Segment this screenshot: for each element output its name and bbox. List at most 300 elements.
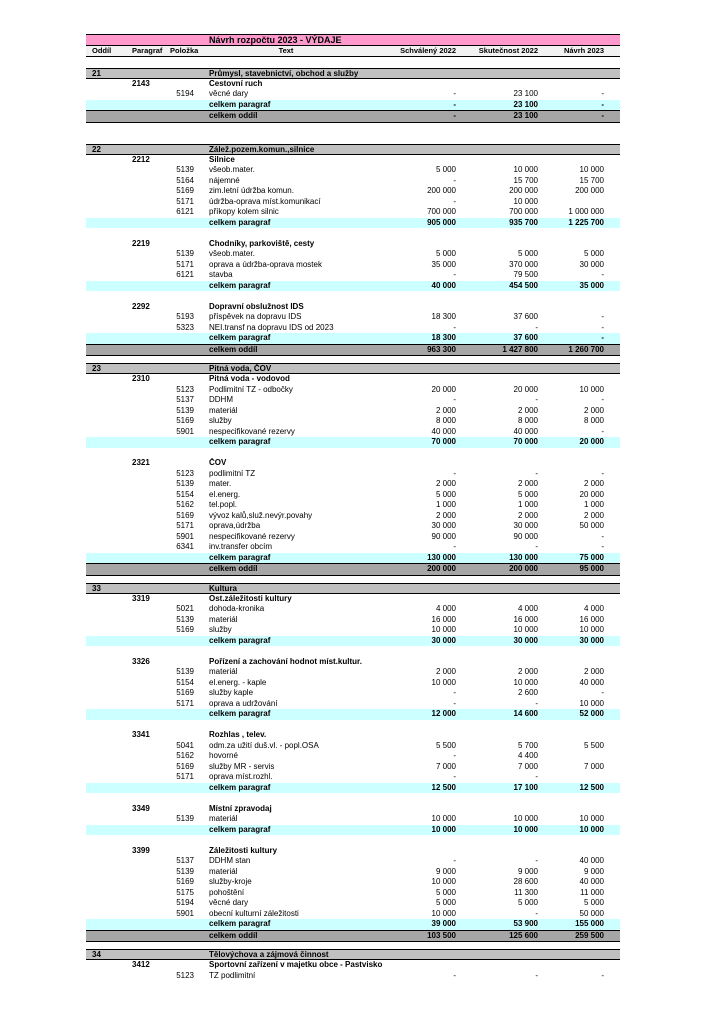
- item-row: [86, 615, 620, 626]
- paragraph-row: [86, 657, 620, 668]
- row-text: materiál: [209, 667, 238, 676]
- value-navrh-2023: -: [601, 111, 604, 120]
- value-navrh-2023: 12 500: [579, 782, 604, 792]
- item-code: 5169: [176, 761, 194, 771]
- value-navrh-2023: 75 000: [579, 552, 604, 562]
- section-title: Tělovýchova a zájmová činnost: [209, 950, 329, 959]
- section-total-row: [86, 344, 620, 357]
- value-navrh-2023: 10 000: [579, 814, 604, 823]
- value-schvaleny-2022: 5 000: [435, 165, 456, 174]
- item-code: 5169: [176, 688, 194, 697]
- paragraph-total-row: [86, 636, 620, 647]
- value-skutecnost-2022: 7 000: [517, 761, 538, 771]
- column-header-row: [86, 46, 620, 57]
- section-row: [86, 583, 620, 594]
- section-code: 23: [92, 364, 101, 373]
- value-navrh-2023: -: [601, 99, 604, 109]
- row-text: celkem paragraf: [209, 552, 271, 562]
- item-code: 5139: [176, 614, 194, 624]
- blank-row: [86, 720, 620, 731]
- value-schvaleny-2022: -: [453, 856, 456, 865]
- value-skutecnost-2022: 8 000: [517, 416, 538, 425]
- blank-row: [86, 835, 620, 846]
- value-schvaleny-2022: 40 000: [431, 426, 456, 436]
- row-text: příspěvek na dopravu IDS: [209, 312, 302, 321]
- value-skutecnost-2022: 1 000: [517, 500, 538, 509]
- paragraph-row: [86, 730, 620, 741]
- value-navrh-2023: -: [601, 468, 604, 478]
- gap-row: [86, 942, 620, 949]
- item-row: [86, 699, 620, 710]
- item-row: [86, 490, 620, 501]
- item-code: 5901: [176, 426, 194, 436]
- item-row: [86, 772, 620, 783]
- item-row: [86, 500, 620, 511]
- paragraph-title: Pitná voda - vodovod: [209, 374, 290, 383]
- row-text: celkem oddíl: [209, 111, 258, 120]
- item-code: 5137: [176, 856, 194, 865]
- item-code: 5171: [176, 698, 194, 708]
- item-code: 5123: [176, 970, 194, 980]
- item-row: [86, 416, 620, 427]
- row-text: el.energ.: [209, 489, 241, 499]
- value-schvaleny-2022: -: [453, 772, 456, 781]
- item-row: [86, 678, 620, 689]
- row-text: věcné dary: [209, 898, 249, 907]
- header-text: Text: [278, 46, 294, 55]
- row-text: celkem paragraf: [209, 709, 271, 718]
- value-skutecnost-2022: -: [535, 395, 538, 404]
- value-skutecnost-2022: -: [535, 322, 538, 332]
- item-row: [86, 270, 620, 281]
- section-row: [86, 68, 620, 79]
- value-navrh-2023: 2 000: [583, 405, 604, 415]
- item-row: [86, 898, 620, 909]
- value-schvaleny-2022: -: [453, 395, 456, 404]
- paragraph-title: Záležitosti kultury: [209, 845, 278, 855]
- value-navrh-2023: -: [601, 426, 604, 436]
- paragraph-code: 3341: [132, 730, 150, 739]
- item-code: 5139: [176, 866, 194, 876]
- row-text: oprava míst.rozhl.: [209, 772, 273, 781]
- value-navrh-2023: 4 000: [583, 604, 604, 613]
- value-skutecnost-2022: 2 000: [517, 510, 538, 520]
- item-row: [86, 542, 620, 553]
- row-text: dohoda-kronika: [209, 604, 265, 613]
- item-row: [86, 751, 620, 762]
- value-schvaleny-2022: 5 500: [435, 740, 456, 750]
- value-skutecnost-2022: 370 000: [509, 259, 538, 269]
- blank-row: [86, 123, 620, 134]
- value-schvaleny-2022: 10 000: [431, 824, 456, 834]
- value-schvaleny-2022: 4 000: [435, 604, 456, 613]
- value-schvaleny-2022: 963 300: [427, 344, 456, 354]
- header-polozka: Položka: [170, 46, 199, 55]
- paragraph-code: 3349: [132, 803, 150, 813]
- row-text: nespecifikované rezervy: [209, 531, 295, 541]
- row-text: celkem paragraf: [209, 919, 271, 928]
- paragraph-row: [86, 804, 620, 815]
- value-schvaleny-2022: 70 000: [431, 437, 456, 446]
- item-code: 5041: [176, 740, 194, 750]
- paragraph-title: Cestovní ruch: [209, 78, 263, 88]
- blank-row: [86, 228, 620, 239]
- value-skutecnost-2022: 4 000: [517, 604, 538, 613]
- value-skutecnost-2022: -: [535, 542, 538, 551]
- gap-row: [86, 356, 620, 363]
- row-text: služby-kroje: [209, 877, 252, 886]
- value-navrh-2023: 40 000: [579, 677, 604, 687]
- value-skutecnost-2022: 2 000: [517, 405, 538, 415]
- value-navrh-2023: 11 000: [580, 887, 604, 897]
- item-code: 5139: [176, 165, 194, 174]
- item-code: 5164: [176, 175, 194, 185]
- value-schvaleny-2022: 18 300: [431, 312, 456, 321]
- value-skutecnost-2022: 37 600: [513, 312, 538, 321]
- item-row: [86, 741, 620, 752]
- blank-row: [86, 448, 620, 459]
- value-schvaleny-2022: -: [453, 751, 456, 760]
- value-navrh-2023: -: [601, 531, 604, 541]
- value-skutecnost-2022: 5 000: [517, 898, 538, 907]
- row-text: služby kaple: [209, 688, 254, 697]
- value-skutecnost-2022: 2 000: [517, 667, 538, 676]
- value-schvaleny-2022: -: [453, 698, 456, 708]
- item-code: 5021: [176, 604, 194, 613]
- row-text: celkem paragraf: [209, 99, 271, 109]
- value-navrh-2023: -: [601, 542, 604, 551]
- paragraph-row: [86, 960, 620, 971]
- value-navrh-2023: 10 000: [579, 384, 604, 394]
- item-row: [86, 625, 620, 636]
- value-navrh-2023: 52 000: [579, 709, 604, 718]
- paragraph-title: Místní zpravodaj: [209, 803, 272, 813]
- value-navrh-2023: -: [601, 89, 604, 98]
- value-navrh-2023: 35 000: [579, 280, 604, 290]
- value-navrh-2023: -: [601, 312, 604, 321]
- paragraph-code: 2219: [132, 238, 150, 248]
- value-navrh-2023: 20 000: [579, 489, 604, 499]
- header-navrh-2023: Návrh 2023: [563, 46, 604, 55]
- row-text: stavba: [209, 270, 233, 279]
- value-schvaleny-2022: 10 000: [431, 814, 456, 823]
- value-schvaleny-2022: -: [453, 688, 456, 697]
- row-text: celkem oddíl: [209, 930, 258, 940]
- value-skutecnost-2022: 4 400: [517, 751, 538, 760]
- item-row: [86, 521, 620, 532]
- value-skutecnost-2022: -: [535, 970, 538, 980]
- value-schvaleny-2022: 5 000: [435, 249, 456, 258]
- item-row: [86, 479, 620, 490]
- row-text: odm.za užití duš.vl. - popl.OSA: [209, 740, 319, 750]
- item-row: [86, 909, 620, 920]
- blank-row: [86, 133, 620, 144]
- value-navrh-2023: 50 000: [579, 521, 604, 530]
- value-schvaleny-2022: 103 500: [427, 930, 456, 940]
- item-row: [86, 186, 620, 197]
- row-text: celkem paragraf: [209, 280, 271, 290]
- value-navrh-2023: 7 000: [583, 761, 604, 771]
- item-row: [86, 406, 620, 417]
- value-skutecnost-2022: 200 000: [509, 186, 538, 195]
- value-navrh-2023: 1 000: [583, 500, 604, 509]
- row-text: celkem paragraf: [209, 437, 271, 446]
- header-oddil: Oddíl: [92, 46, 112, 55]
- row-text: Podlimitní TZ - odbočky: [209, 384, 293, 394]
- value-skutecnost-2022: 14 600: [513, 709, 538, 718]
- section-total-row: [86, 930, 620, 943]
- row-text: TZ podlimitní: [209, 970, 256, 980]
- value-skutecnost-2022: 10 000: [513, 625, 538, 634]
- value-skutecnost-2022: 28 600: [513, 877, 538, 886]
- value-schvaleny-2022: 20 000: [431, 384, 456, 394]
- row-text: celkem paragraf: [209, 635, 271, 645]
- value-navrh-2023: 1 225 700: [568, 217, 604, 227]
- value-navrh-2023: 20 000: [579, 437, 604, 446]
- value-navrh-2023: 15 700: [579, 175, 604, 185]
- value-navrh-2023: -: [601, 970, 604, 980]
- value-schvaleny-2022: 10 000: [431, 877, 456, 886]
- item-code: 5162: [176, 500, 194, 509]
- row-text: oprava a udržování: [209, 698, 278, 708]
- value-skutecnost-2022: 10 000: [513, 824, 538, 834]
- item-row: [86, 323, 620, 334]
- row-text: inv.transfer obcím: [209, 542, 272, 551]
- item-code: 5162: [176, 751, 194, 760]
- paragraph-total-row: [86, 553, 620, 564]
- item-code: 5171: [176, 772, 194, 781]
- value-schvaleny-2022: 5 000: [435, 898, 456, 907]
- value-navrh-2023: 50 000: [579, 908, 604, 918]
- value-skutecnost-2022: 16 000: [513, 614, 538, 624]
- value-skutecnost-2022: 454 500: [509, 280, 538, 290]
- value-schvaleny-2022: 2 000: [435, 405, 456, 415]
- row-text: mater.: [209, 479, 232, 488]
- paragraph-total-row: [86, 100, 620, 111]
- section-code: 22: [92, 144, 101, 154]
- item-row: [86, 165, 620, 176]
- value-schvaleny-2022: 2 000: [435, 479, 456, 488]
- row-text: materiál: [209, 866, 238, 876]
- value-skutecnost-2022: 10 000: [513, 196, 538, 206]
- value-schvaleny-2022: 9 000: [435, 866, 456, 876]
- row-text: celkem paragraf: [209, 824, 271, 834]
- value-navrh-2023: 5 000: [583, 249, 604, 258]
- row-text: služby MR - servis: [209, 761, 275, 771]
- row-text: materiál: [209, 814, 238, 823]
- value-navrh-2023: 200 000: [575, 186, 604, 195]
- paragraph-total-row: [86, 825, 620, 836]
- row-text: celkem oddíl: [209, 344, 258, 354]
- paragraph-total-row: [86, 333, 620, 344]
- item-code: 5171: [176, 196, 194, 206]
- value-skutecnost-2022: 5 000: [517, 249, 538, 258]
- value-skutecnost-2022: -: [535, 468, 538, 478]
- value-schvaleny-2022: 130 000: [427, 552, 456, 562]
- value-skutecnost-2022: 935 700: [509, 217, 538, 227]
- value-navrh-2023: 30 000: [579, 259, 604, 269]
- item-row: [86, 395, 620, 406]
- value-schvaleny-2022: 18 300: [431, 333, 456, 342]
- row-text: materiál: [209, 405, 238, 415]
- value-skutecnost-2022: 10 000: [513, 165, 538, 174]
- section-row: [86, 949, 620, 960]
- row-text: podlimitní TZ: [209, 468, 256, 478]
- value-navrh-2023: 8 000: [583, 416, 604, 425]
- section-total-row: [86, 110, 620, 123]
- value-navrh-2023: 95 000: [579, 564, 604, 573]
- value-navrh-2023: 10 000: [579, 824, 604, 834]
- value-skutecnost-2022: 53 900: [513, 919, 538, 928]
- value-navrh-2023: 1 260 700: [568, 344, 604, 354]
- paragraph-code: 2292: [132, 301, 150, 311]
- value-navrh-2023: -: [601, 333, 604, 342]
- document-title-row: [86, 34, 620, 46]
- item-row: [86, 207, 620, 218]
- item-code: 5171: [176, 259, 194, 269]
- value-navrh-2023: 9 000: [583, 866, 604, 876]
- row-text: celkem paragraf: [209, 333, 271, 342]
- value-skutecnost-2022: 10 000: [513, 677, 538, 687]
- item-row: [86, 260, 620, 271]
- value-skutecnost-2022: 9 000: [517, 866, 538, 876]
- paragraph-total-row: [86, 437, 620, 448]
- paragraph-title: Dopravní obslužnost IDS: [209, 301, 304, 311]
- item-code: 5323: [176, 322, 194, 332]
- value-schvaleny-2022: -: [453, 270, 456, 279]
- value-skutecnost-2022: 20 000: [513, 384, 538, 394]
- value-schvaleny-2022: 7 000: [435, 761, 456, 771]
- item-code: 5169: [176, 625, 194, 634]
- paragraph-row: [86, 846, 620, 857]
- paragraph-row: [86, 79, 620, 90]
- value-schvaleny-2022: 30 000: [431, 521, 456, 530]
- row-text: příkopy kolem silnic: [209, 207, 279, 216]
- paragraph-title: Sportovní zařízení v majetku obce - Pastvisko: [209, 960, 383, 969]
- value-skutecnost-2022: 90 000: [513, 531, 538, 541]
- paragraph-total-row: [86, 709, 620, 720]
- paragraph-title: Pořízení a zachování hodnot míst.kultur.: [209, 656, 362, 666]
- section-title: Průmysl, stavebnictví, obchod a služby: [209, 68, 359, 78]
- value-skutecnost-2022: 5 000: [517, 489, 538, 499]
- item-code: 5123: [176, 468, 194, 478]
- paragraph-row: [86, 302, 620, 313]
- row-text: vývoz kalů,služ.nevýr.povahy: [209, 510, 313, 520]
- gap-row: [86, 576, 620, 583]
- value-schvaleny-2022: 40 000: [431, 280, 456, 290]
- value-skutecnost-2022: 125 600: [509, 930, 538, 940]
- paragraph-row: [86, 594, 620, 605]
- item-row: [86, 856, 620, 867]
- value-navrh-2023: 5 000: [583, 898, 604, 907]
- value-schvaleny-2022: -: [453, 970, 456, 980]
- value-navrh-2023: 40 000: [579, 856, 604, 865]
- item-row: [86, 249, 620, 260]
- item-row: [86, 511, 620, 522]
- value-schvaleny-2022: -: [453, 175, 456, 185]
- value-schvaleny-2022: 30 000: [431, 635, 456, 645]
- blank-row: [86, 793, 620, 804]
- paragraph-code: 2212: [132, 154, 150, 164]
- value-schvaleny-2022: -: [453, 111, 456, 120]
- paragraph-title: ČOV: [209, 458, 227, 467]
- item-code: 5175: [176, 887, 194, 897]
- header-skutecnost-2022: Skutečnost 2022: [478, 46, 538, 55]
- item-code: 5123: [176, 384, 194, 394]
- item-code: 5194: [176, 89, 194, 98]
- row-text: celkem paragraf: [209, 217, 271, 227]
- paragraph-total-row: [86, 919, 620, 930]
- value-skutecnost-2022: 70 000: [513, 437, 538, 446]
- item-row: [86, 532, 620, 543]
- value-skutecnost-2022: 37 600: [513, 333, 538, 342]
- item-row: [86, 888, 620, 899]
- row-text: nespecifikované rezervy: [209, 426, 295, 436]
- row-text: obecní kulturní záležitosti: [209, 908, 299, 918]
- row-text: údržba-oprava míst.komunikací: [209, 196, 321, 206]
- item-code: 5154: [176, 489, 194, 499]
- section-code: 34: [92, 950, 101, 959]
- section-title: Pitná voda, ČOV: [209, 364, 272, 373]
- item-row: [86, 814, 620, 825]
- blank-row: [86, 646, 620, 657]
- value-navrh-2023: -: [601, 322, 604, 332]
- item-code: 5901: [176, 908, 194, 918]
- row-text: celkem oddíl: [209, 564, 258, 573]
- item-row: [86, 312, 620, 323]
- value-skutecnost-2022: 79 500: [513, 270, 538, 279]
- row-text: DDHM: [209, 395, 233, 404]
- item-code: 6121: [176, 207, 194, 216]
- value-schvaleny-2022: 16 000: [431, 614, 456, 624]
- section-title: Kultura: [209, 583, 237, 593]
- value-navrh-2023: 2 000: [583, 510, 604, 520]
- item-code: 6341: [176, 542, 194, 551]
- value-navrh-2023: 5 500: [583, 740, 604, 750]
- value-navrh-2023: -: [601, 270, 604, 279]
- paragraph-code: 2321: [132, 458, 150, 467]
- value-navrh-2023: 10 000: [579, 625, 604, 634]
- value-schvaleny-2022: 10 000: [431, 908, 456, 918]
- value-navrh-2023: 155 000: [575, 919, 604, 928]
- paragraph-row: [86, 239, 620, 250]
- section-code: 21: [92, 68, 101, 78]
- value-navrh-2023: 10 000: [579, 165, 604, 174]
- value-navrh-2023: 1 000 000: [568, 207, 604, 216]
- paragraph-row: [86, 374, 620, 385]
- paragraph-code: 3319: [132, 593, 150, 603]
- row-text: nájemné: [209, 175, 240, 185]
- value-skutecnost-2022: -: [535, 856, 538, 865]
- paragraph-row: [86, 155, 620, 166]
- header-paragraf: Paragraf: [132, 46, 163, 55]
- document-title: Návrh rozpočtu 2023 - VÝDAJE: [209, 35, 342, 45]
- value-navrh-2023: 2 000: [583, 479, 604, 488]
- value-schvaleny-2022: 2 000: [435, 667, 456, 676]
- value-schvaleny-2022: 90 000: [431, 531, 456, 541]
- item-row: [86, 667, 620, 678]
- value-schvaleny-2022: 1 000: [435, 500, 456, 509]
- value-navrh-2023: 30 000: [579, 635, 604, 645]
- value-schvaleny-2022: 2 000: [435, 510, 456, 520]
- paragraph-total-row: [86, 281, 620, 292]
- row-text: všeob.mater.: [209, 249, 255, 258]
- value-skutecnost-2022: 1 427 800: [502, 344, 538, 354]
- value-skutecnost-2022: 11 300: [514, 887, 538, 897]
- value-skutecnost-2022: 130 000: [509, 552, 538, 562]
- paragraph-title: Rozhlas , telev.: [209, 730, 267, 739]
- row-text: pohoštění: [209, 887, 245, 897]
